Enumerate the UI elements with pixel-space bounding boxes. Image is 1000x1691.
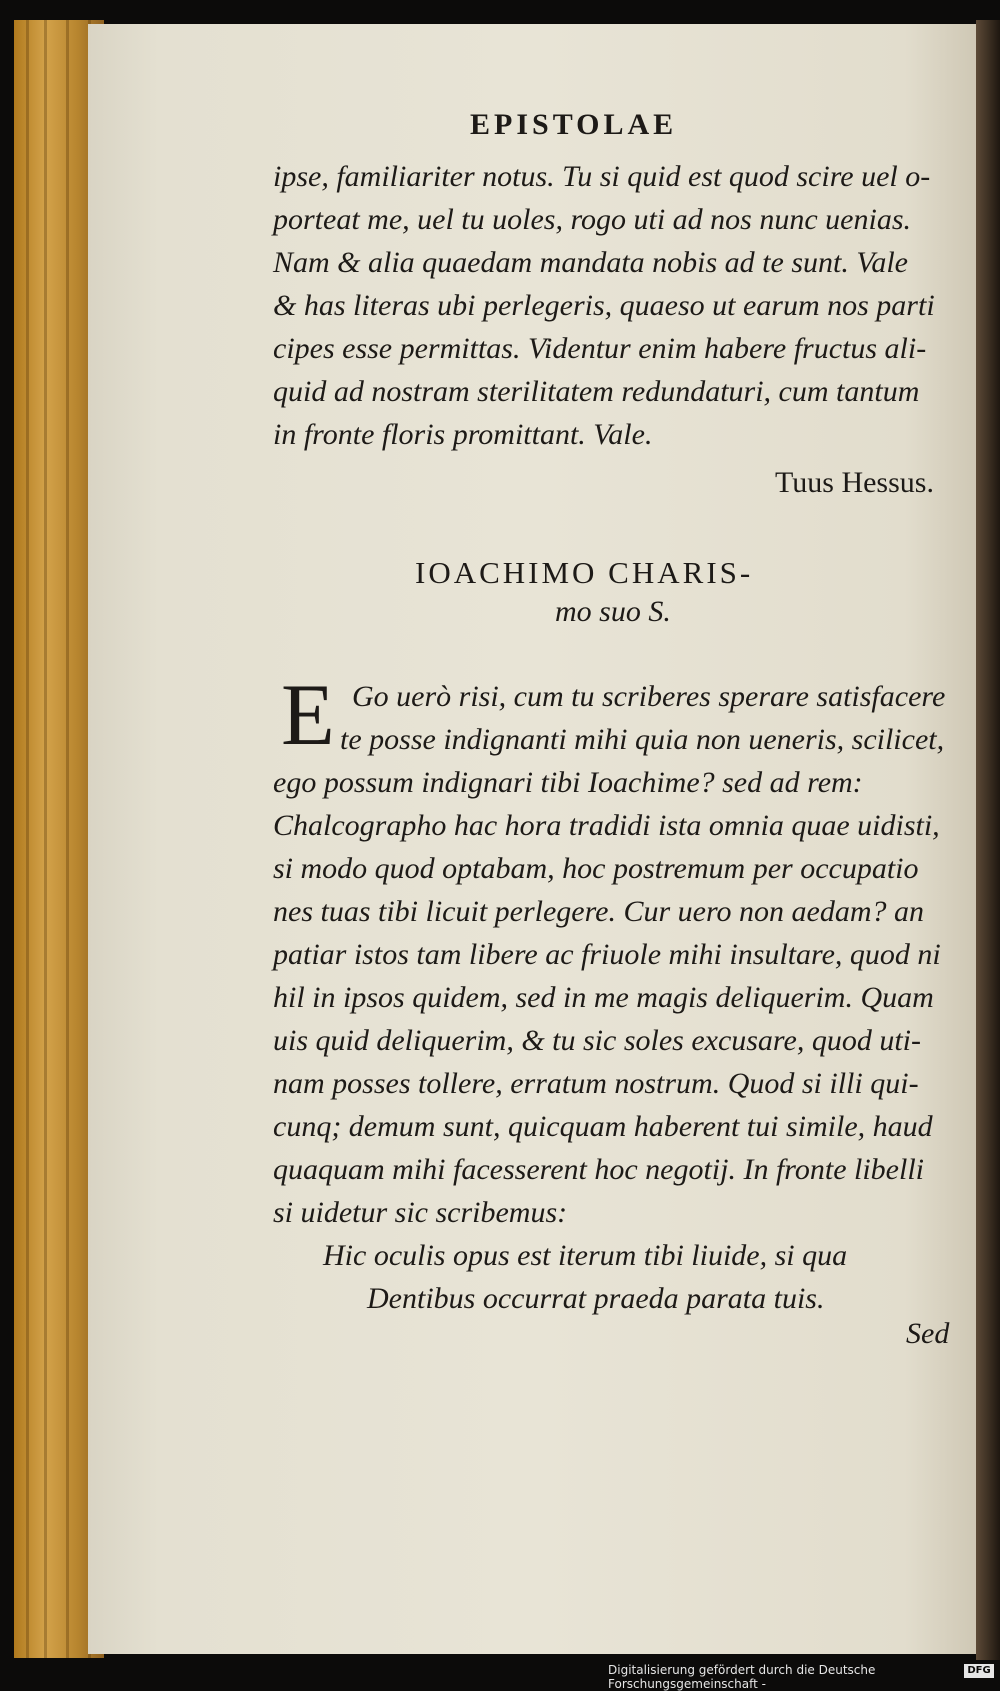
text-line: patiar istos tam libere ac friuole mihi insultare, quod ni (273, 938, 941, 971)
text-line: in fronte floris promittant. Vale. (273, 418, 653, 451)
running-header: EPISTOLAE (470, 108, 678, 141)
catchword: Sed (906, 1317, 950, 1350)
text-line: porteat me, uel tu uoles, rogo uti ad nos nunc uenias. (273, 203, 911, 236)
letter-title-continuation: mo suo S. (555, 595, 671, 628)
text-line: te posse indignanti mihi quia non ueneris, scilicet, (340, 723, 945, 756)
text-line: quaquam mihi facesserent hoc negotij. In fronte libelli (273, 1153, 925, 1186)
signature: Tuus Hessus. (775, 466, 934, 499)
text-line: cipes esse permittas. Videntur enim habere fructus ali- (273, 332, 927, 365)
text-line: hil in ipsos quidem, sed in me magis deliquerim. Quam (273, 981, 934, 1014)
text-line: quid ad nostram sterilitatem redundaturi, cum tantum (273, 375, 920, 408)
text-line: ipse, familiariter notus. Tu si quid est quod scire uel o- (273, 160, 931, 193)
verse-line: Dentibus occurrat praeda parata tuis. (367, 1282, 825, 1315)
text-line: Go uerò risi, cum tu scriberes sperare satisfacere (352, 680, 946, 713)
drop-cap: E (281, 667, 335, 764)
text-line: ego possum indignari tibi Ioachime? sed ad rem: (273, 766, 863, 799)
verse-line: Hic oculis opus est iterum tibi liuide, si qua (323, 1239, 848, 1272)
letter-title: IOACHIMO CHARIS- (415, 555, 754, 590)
text-line: cunq; demum sunt, quicquam haberent tui simile, haud (273, 1110, 933, 1143)
digitization-credit: Digitalisierung gefördert durch die Deutsche Forschungsgemeinschaft - (608, 1663, 876, 1691)
text-line: nes tuas tibi licuit perlegere. Cur uero non aedam? an (273, 895, 925, 928)
page-gutter-shadow (976, 20, 1000, 1660)
text-line: si uidetur sic scribemus: (273, 1196, 568, 1229)
text-line: nam posses tollere, erratum nostrum. Quod si illi qui- (273, 1067, 919, 1100)
text-line: si modo quod optabam, hoc postremum per occupatio (273, 852, 919, 885)
dfg-logo: DFG (964, 1664, 994, 1678)
text-line: uis quid deliquerim, & tu sic soles excusare, quod uti- (273, 1024, 921, 1057)
text-line: Nam & alia quaedam mandata nobis ad te sunt. Vale (273, 246, 908, 279)
text-line: Chalcographo hac hora tradidi ista omnia quae uidisti, (273, 809, 940, 842)
text-line: & has literas ubi perlegeris, quaeso ut earum nos parti (273, 289, 935, 322)
